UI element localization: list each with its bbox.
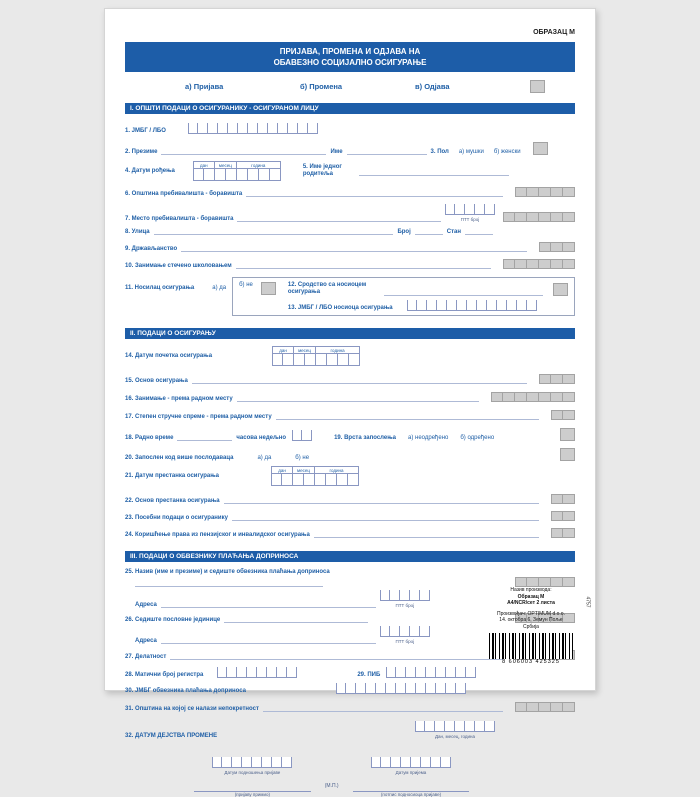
apartment-label: Стан [446, 229, 461, 235]
field-4-label: 4. Датум рођења [125, 168, 175, 174]
field-26-label: 26. Седиште пословне јединице [125, 617, 221, 623]
qualification-code-cells[interactable] [551, 410, 575, 420]
year-header: година [316, 346, 360, 353]
field-28-label: 28. Матични број регистра [125, 672, 204, 678]
field-4-5-row [125, 161, 575, 181]
field-30-row [125, 683, 575, 694]
street-number-label: Број [397, 229, 411, 235]
sex-female-option[interactable]: б) женски [493, 149, 521, 155]
spacer [483, 757, 575, 797]
pib-cells[interactable] [386, 667, 476, 678]
receive-date-cells[interactable] [371, 757, 451, 768]
ptt-block [380, 590, 430, 608]
product-name: Образац М [517, 593, 545, 600]
field-13-label: 13. ЈМБГ / ЛБО носиоца осигурања [287, 305, 393, 311]
field-20-row [125, 448, 575, 461]
holder-no-option[interactable]: б) не [239, 282, 253, 288]
field-8-label: 8. Улица [125, 229, 150, 235]
option-odjava[interactable]: в) Одјава [415, 82, 450, 91]
insurance-basis-line[interactable] [192, 375, 527, 384]
payer-jmbg-cells[interactable] [336, 683, 466, 694]
manufacturer-address: 14. октобра 6, Земун Поље [499, 617, 563, 623]
holder-jmbg-cells[interactable] [407, 300, 537, 311]
field-14-label: 14. Датум почетка осигурања [125, 353, 213, 359]
birth-date-grid[interactable] [193, 161, 281, 181]
submit-date-column [180, 757, 325, 797]
field-22-row [125, 494, 575, 504]
section-2-header: II. ПОДАЦИ О ОСИГУРАЊУ [125, 328, 575, 339]
qualification-line[interactable] [276, 411, 539, 420]
working-hours-cells[interactable] [292, 430, 312, 441]
field-11-13-block [125, 277, 575, 316]
field-9-label: 9. Држављанство [125, 246, 178, 252]
end-basis-code-cells[interactable] [551, 494, 575, 504]
municipality-code-cells[interactable] [515, 187, 575, 197]
option-promena[interactable]: б) Промена [300, 82, 343, 91]
day-header: дан [272, 346, 294, 353]
received-by-caption: (пријаву примио) [234, 792, 270, 797]
section-3-header: III. ПОДАЦИ О ОБВЕЗНИКУ ПЛАЋАЊА ДОПРИНОСА [125, 551, 575, 562]
field-2-3-row [125, 142, 575, 155]
activity-line[interactable] [170, 651, 503, 660]
municipality-line[interactable] [246, 188, 503, 197]
form-title-bar [125, 42, 575, 72]
insurance-start-date-grid[interactable] [272, 346, 360, 366]
barcode-number: 8 606003 425325 [502, 659, 560, 665]
form-title-line2: ОБАВЕЗНО СОЦИЈАЛНО ОСИГУРАЊЕ [273, 58, 427, 67]
change-date-block [415, 721, 495, 739]
field-31-row [125, 702, 575, 712]
multi-employer-code-box[interactable] [560, 448, 575, 461]
property-code-cells[interactable] [515, 702, 575, 712]
field-16-label: 16. Занимање - према радном месту [125, 396, 233, 402]
field-14-row [125, 346, 575, 366]
ptt-number-cells[interactable] [445, 204, 495, 215]
month-header: месец [215, 161, 237, 168]
employment-indefinite-option[interactable]: а) неодређено [408, 435, 449, 441]
field-17-row [125, 410, 575, 420]
place-line[interactable] [237, 213, 441, 222]
ptt-block [380, 626, 430, 644]
field-31-label: 31. Општина на којој се налази непокретност [125, 706, 259, 712]
field-21-label: 21. Датум престанка осигурања [125, 473, 220, 479]
receive-date-column [339, 757, 484, 797]
spacer [125, 757, 180, 797]
product-spec: А4/NCR/сет 2 листа [507, 600, 555, 606]
manufacturer: Произвођач: OPTIMUM d.o.o. [497, 610, 565, 617]
working-hours-line[interactable] [177, 432, 232, 441]
form-title-line1: ПРИЈАВА, ПРОМЕНА И ОДЈАВА НА [279, 47, 421, 56]
field-28-29-row [125, 667, 575, 678]
producer-info-block [481, 587, 581, 666]
address-label: Адреса [135, 602, 157, 608]
form-m-sheet [104, 8, 596, 797]
field-19-label: 19. Врста запослења [334, 435, 396, 441]
insurance-start-date-cells[interactable] [272, 353, 360, 366]
field-29-label: 29. ПИБ [357, 672, 381, 678]
unit-ptt-cells[interactable] [380, 626, 430, 637]
field-30-label: 30. ЈМБГ обвезника плаћања доприноса [125, 688, 246, 694]
business-unit-line[interactable] [224, 614, 367, 623]
insurance-end-date-grid[interactable] [271, 466, 359, 486]
field-13-row [288, 300, 568, 311]
fields-12-13 [288, 282, 568, 311]
field-16-row [125, 392, 575, 402]
holder-code-box[interactable] [261, 282, 276, 295]
field-25-line-row [125, 577, 575, 587]
field-1-jmbg-row [125, 123, 575, 134]
field-12-row [288, 282, 568, 296]
multi-employer-no-option[interactable]: б) не [295, 455, 310, 461]
field-32-label: 32. ДАТУМ ДЕЈСТВА ПРОМЕНЕ [125, 733, 218, 739]
special-data-code-cells[interactable] [551, 511, 575, 521]
street-line[interactable] [154, 226, 394, 235]
change-date-cells[interactable] [415, 721, 495, 732]
field-24-label: 24. Коришћење права из пензијског и инвалидског осигурања [125, 532, 310, 538]
parent-name-line[interactable] [359, 167, 509, 176]
holder-yes-option[interactable]: а) да [212, 285, 227, 291]
birth-date-cells[interactable] [193, 168, 281, 181]
field-24-row [125, 528, 575, 538]
month-header: месец [293, 466, 315, 473]
special-data-line[interactable] [232, 512, 539, 521]
field-9-row [125, 242, 575, 252]
change-date-caption: Дан, месец, година [434, 734, 476, 739]
ptt-caption: ПТТ број [395, 603, 415, 608]
end-basis-line[interactable] [224, 495, 539, 504]
field-12-label: 12. Сродство са носиоцем осигурања [287, 282, 367, 295]
field-6-row [125, 187, 575, 197]
multi-employer-yes-option[interactable]: а) да [257, 455, 272, 461]
submit-date-cells[interactable] [212, 757, 292, 768]
property-municipality-line[interactable] [263, 703, 503, 712]
field-2-label: 2. Презиме [125, 149, 158, 155]
payer-name-line[interactable] [135, 578, 323, 587]
relation-code-box[interactable] [553, 283, 568, 296]
day-header: дан [271, 466, 293, 473]
side-serial-number: 4757 [584, 596, 591, 608]
insurance-end-date-cells[interactable] [271, 473, 359, 486]
field-15-row [125, 374, 575, 384]
insurance-basis-code-cells[interactable] [539, 374, 575, 384]
holder-details-box [232, 277, 575, 316]
field-22-label: 22. Основ престанка осигурања [125, 498, 220, 504]
relation-line[interactable] [384, 287, 543, 296]
day-header: дан [193, 161, 215, 168]
sex-code-box[interactable] [533, 142, 548, 155]
field-25-label-row [125, 569, 575, 575]
education-code-cells[interactable] [503, 259, 575, 269]
field-23-row [125, 511, 575, 521]
field-7-row [125, 204, 575, 222]
ptt-caption: ПТТ број [395, 639, 415, 644]
submit-date-caption: Датум подношења пријаве [224, 770, 281, 775]
year-header: година [237, 161, 281, 168]
barcode [489, 633, 573, 659]
field-11-label: 11. Носилац осигурања [125, 285, 195, 291]
field-10-row [125, 259, 575, 269]
job-occupation-line[interactable] [237, 393, 479, 402]
option-prijava[interactable]: а) Пријава [185, 82, 224, 91]
product-name-label: Назив производа: [510, 587, 552, 593]
address-label: Адреса [135, 638, 157, 644]
field-18-suffix: часова недељно [236, 435, 287, 441]
field-10-label: 10. Занимање стечено школовањем [125, 263, 232, 269]
field-18-19-row [125, 428, 575, 441]
field-21-row [125, 466, 575, 486]
apartment-line[interactable] [465, 226, 493, 235]
month-header: месец [294, 346, 316, 353]
employment-fixed-option[interactable]: б) одређено [460, 435, 495, 441]
first-name-line[interactable] [347, 146, 427, 155]
citizenship-line[interactable] [181, 243, 527, 252]
citizenship-code-cells[interactable] [539, 242, 575, 252]
submission-type-options [125, 80, 575, 93]
field-8-row [125, 226, 575, 235]
payer-code-cells[interactable] [515, 577, 575, 587]
section-1-header: I. ОПШТИ ПОДАЦИ О ОСИГУРАНИКУ - ОСИГУРАНОМ ЛИЦУ [125, 103, 575, 114]
job-occupation-code-cells[interactable] [491, 392, 575, 402]
field-20-label: 20. Запослен код више послодаваца [125, 455, 234, 461]
submitter-signature-caption: (потпис подносиоца пријаве) [380, 792, 442, 797]
stamp-placeholder: (М.П.) [324, 783, 339, 789]
field-7-label: 7. Место пребивалишта - боравишта [125, 216, 234, 222]
field-1-label: 1. ЈМБГ / ЛБО [125, 128, 166, 134]
field-32-row [125, 721, 575, 739]
field-25-label: 25. Назив (име и презиме) и седиште обвезника плаћања доприноса [125, 569, 330, 575]
jmbg-lbo-cells[interactable] [188, 123, 318, 134]
manufacturer-country: Србија [523, 623, 539, 630]
field-18-label: 18. Радно време [125, 435, 174, 441]
street-number-line[interactable] [415, 226, 443, 235]
pension-rights-code-cells[interactable] [551, 528, 575, 538]
field-6-label: 6. Општина пребивалишта - боравишта [125, 191, 243, 197]
field-17-label: 17. Степен стручне спреме - према радном месту [125, 414, 272, 420]
registry-number-cells[interactable] [217, 667, 297, 678]
field-15-label: 15. Основ осигурања [125, 378, 188, 384]
ptt-block [445, 204, 495, 222]
pension-rights-line[interactable] [314, 529, 539, 538]
place-code-cells[interactable] [503, 212, 575, 222]
footer-signature-area [125, 757, 575, 797]
sex-male-option[interactable]: а) мушки [458, 149, 484, 155]
year-header: година [315, 466, 359, 473]
payer-address-line[interactable] [161, 599, 376, 608]
field-23-label: 23. Посебни подаци о осигуранику [125, 515, 228, 521]
education-occupation-line[interactable] [236, 260, 491, 269]
employment-type-code-box[interactable] [560, 428, 575, 441]
receive-date-caption: Датум пријема [395, 770, 427, 775]
first-name-label: Име [330, 149, 343, 155]
field-27-label: 27. Делатност [125, 654, 167, 660]
form-code-label: ОБРАЗАЦ М [533, 29, 575, 36]
field-3-label: 3. Пол [430, 149, 449, 155]
field-5-label: 5. Име једног родитеља [302, 164, 342, 177]
surname-line[interactable] [161, 146, 326, 155]
payer-ptt-cells[interactable] [380, 590, 430, 601]
ptt-caption: ПТТ број [460, 217, 480, 222]
unit-address-line[interactable] [161, 635, 376, 644]
option-code-box[interactable] [530, 80, 545, 93]
